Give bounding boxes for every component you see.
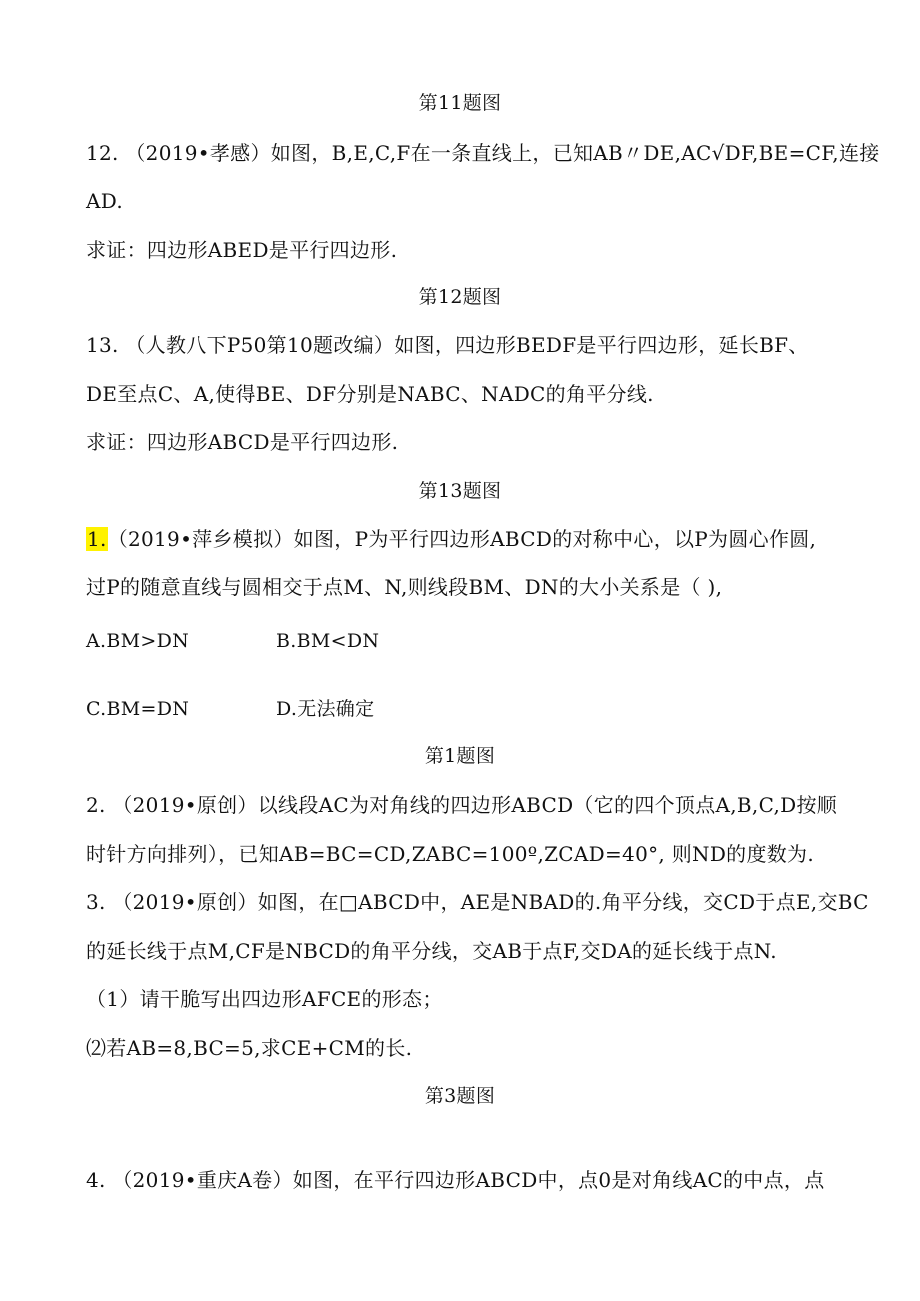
q1-line-1 (86, 525, 816, 553)
cap-3: 第3题图 (424, 1085, 496, 1107)
cap-13: 第13题图 (418, 480, 502, 502)
q12-line-1: 12. （2019•孝感）如图，B,E,C,F在一条直线上，已知AB〃DE,AC√DF,BE=CF,连接 (86, 141, 880, 165)
q13-line-2: DE至点C、A,使得BE、DF分别是NABC、NADC的角平分线. (86, 382, 654, 406)
q1-option-a: A.BM>DN (86, 630, 190, 652)
q12-proof: 求证：四边形ABED是平行四边形. (86, 238, 398, 262)
q1-option-b: B.BM<DN (276, 630, 380, 652)
q1-line-1-text: （2019•萍乡模拟）如图，P为平行四边形ABCD的对称中心，以P为圆心作圆, (107, 527, 817, 551)
q13-proof: 求证：四边形ABCD是平行四边形. (86, 430, 399, 454)
q1-option-d: D.无法确定 (276, 698, 375, 720)
q4-line-1: 4. （2019•重庆A卷）如图，在平行四边形ABCD中，点0是对角线AC的中点，点 (86, 1168, 825, 1192)
q1-option-c: C.BM=DN (86, 698, 190, 720)
q12-line-2: AD. (86, 189, 124, 213)
cap-11: 第11题图 (418, 92, 502, 114)
q3-sub-2: ⑵若AB=8,BC=5,求CE+CM的长. (86, 1036, 413, 1060)
cap-12: 第12题图 (418, 286, 502, 308)
q2-line-1: 2. （2019•原创）以线段AC为对角线的四边形ABCD（它的四个顶点A,B,C,D按顺 (86, 793, 838, 817)
q3-sub-1: （1）请干脆写出四边形AFCE的形态； (86, 987, 443, 1011)
q2-line-2: 时针方向排列），已知AB=BC=CD,ZABC=100º,ZCAD=40°, 则ND的度数为. (86, 842, 815, 866)
q13-line-1: 13. （人教八下P50第10题改编）如图，四边形BEDF是平行四边形，延长BF、 (86, 333, 809, 357)
q1-number-highlight: 1. (87, 527, 107, 551)
q3-line-2: 的延长线于点M,CF是NBCD的角平分线，交AB于点F,交DA的延长线于点N. (86, 939, 777, 963)
q1-line-2: 过P的随意直线与圆相交于点M、N,则线段BM、DN的大小关系是（ ), (86, 575, 723, 599)
cap-1: 第1题图 (424, 745, 496, 767)
q3-line-1: 3. （2019•原创）如图，在□ABCD中，AE是NBAD的.角平分线，交CD于点E,交BC (86, 890, 869, 914)
